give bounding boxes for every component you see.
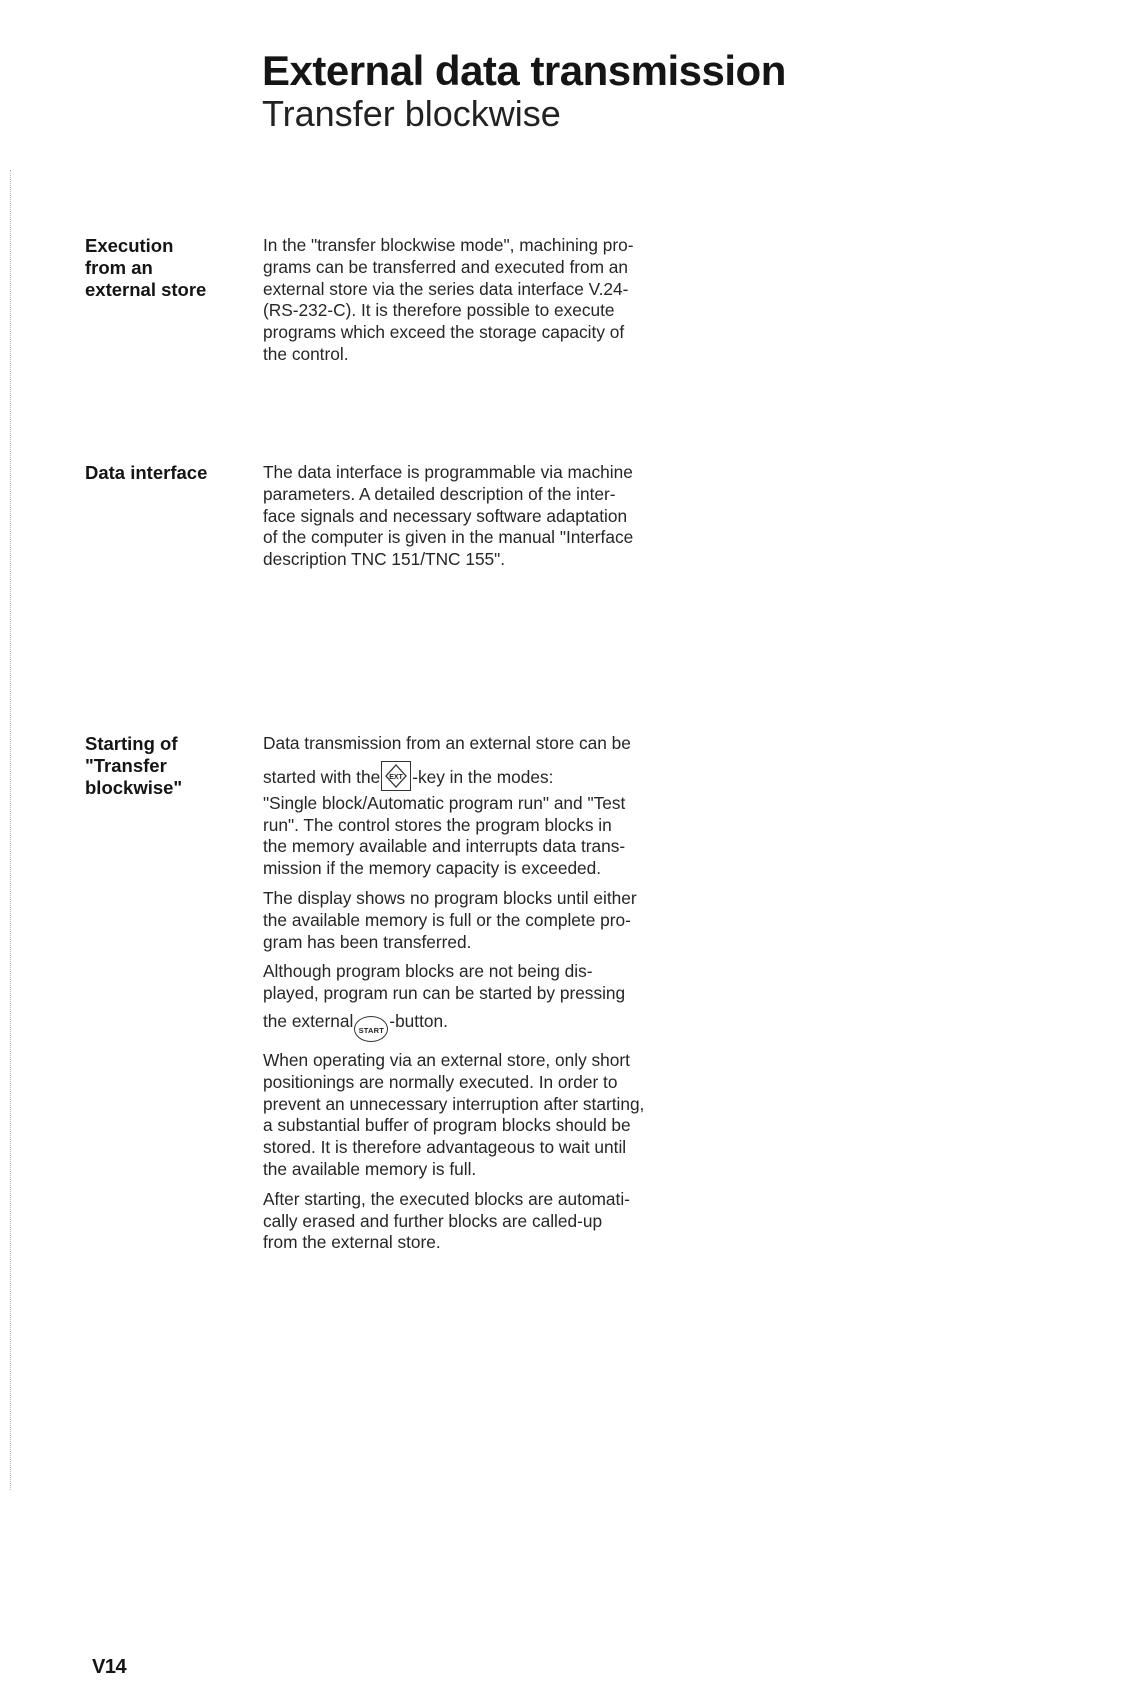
- text-line: the available memory is full or the complete pro-: [263, 909, 631, 930]
- paragraph: [263, 235, 693, 366]
- section-body-execution: [263, 235, 693, 374]
- label-line: Execution: [85, 235, 174, 256]
- text-line: gram has been transferred.: [263, 931, 472, 952]
- start-button-icon: [354, 1016, 388, 1042]
- text-line: In the "transfer blockwise mode", machining pro-: [263, 235, 634, 255]
- text-line: The display shows no program blocks until either: [263, 887, 637, 908]
- text-line: (RS-232-C). It is therefore possible to execute: [263, 300, 615, 321]
- label-line: external store: [85, 279, 207, 300]
- text-line: After starting, the executed blocks are automati-: [263, 1188, 630, 1209]
- ext-key-icon: [381, 761, 411, 791]
- label-line: "Transfer: [85, 755, 167, 776]
- text-line: When operating via an external store, only short: [263, 1049, 630, 1070]
- label-line: from an: [85, 257, 153, 278]
- text-line: run". The control stores the program blocks in: [263, 814, 612, 835]
- text-line: The data interface is programmable via machine: [263, 462, 633, 482]
- text-line: of the computer is given in the manual "Interface: [263, 527, 634, 548]
- section-label-execution: [85, 235, 255, 301]
- text-line-with-key: [263, 1011, 693, 1042]
- paragraph: [263, 1050, 693, 1181]
- text-line: external store via the series data interface V.24-: [263, 278, 629, 299]
- text-line: parameters. A detailed description of the inter-: [263, 483, 616, 504]
- text-fragment: started with the: [263, 766, 381, 787]
- start-key-text: START: [358, 1025, 385, 1035]
- page-header: [262, 48, 962, 134]
- text-line: cally erased and further blocks are called-up: [263, 1210, 603, 1231]
- page-number: V14: [92, 1656, 127, 1678]
- text-line: the available memory is full.: [263, 1158, 477, 1179]
- paragraph: [263, 888, 693, 953]
- text-fragment: -button.: [389, 1010, 448, 1031]
- paragraph: [263, 1189, 693, 1254]
- label-line: blockwise": [85, 777, 183, 798]
- text-line-with-key: [263, 761, 693, 791]
- page-title: External data transmission: [262, 47, 786, 94]
- section-body-starting: [263, 733, 693, 1262]
- text-line: "Single block/Automatic program run" and "Test: [263, 792, 626, 813]
- text-line: Data transmission from an external store can be: [263, 733, 631, 753]
- ext-key-graphic: [383, 763, 409, 789]
- text-fragment: the external: [263, 1010, 354, 1031]
- paragraph: [263, 462, 693, 571]
- text-line: stored. It is therefore advantageous to wait until: [263, 1137, 627, 1158]
- text-line: a substantial buffer of program blocks should be: [263, 1115, 631, 1136]
- section-label-data-interface: [85, 462, 255, 484]
- section-label-starting: [85, 733, 255, 799]
- text-line: face signals and necessary software adaptation: [263, 505, 628, 526]
- text-line: the memory available and interrupts data trans-: [263, 836, 626, 857]
- label-line: Data interface: [85, 462, 208, 483]
- text-line: played, program run can be started by pressing: [263, 983, 626, 1004]
- text-line: Although program blocks are not being dis-: [263, 961, 593, 982]
- paragraph: [263, 961, 693, 1042]
- text-line: positionings are normally executed. In order to: [263, 1071, 618, 1092]
- text-line: prevent an unnecessary interruption after starting,: [263, 1093, 645, 1114]
- text-line: from the external store.: [263, 1232, 441, 1253]
- ext-key-text: EXT: [389, 773, 404, 781]
- margin-rule: [10, 170, 11, 1490]
- text-line: the control.: [263, 343, 349, 364]
- text-line: mission if the memory capacity is exceeded.: [263, 858, 602, 879]
- text-line: grams can be transferred and executed from an: [263, 256, 629, 277]
- label-line: Starting of: [85, 733, 178, 754]
- page-subtitle: Transfer blockwise: [262, 93, 561, 134]
- section-body-data-interface: [263, 462, 693, 579]
- paragraph: [263, 733, 693, 880]
- text-line: description TNC 151/TNC 155".: [263, 549, 506, 570]
- text-line: programs which exceed the storage capacity of: [263, 322, 625, 343]
- text-fragment: -key in the modes:: [412, 766, 554, 787]
